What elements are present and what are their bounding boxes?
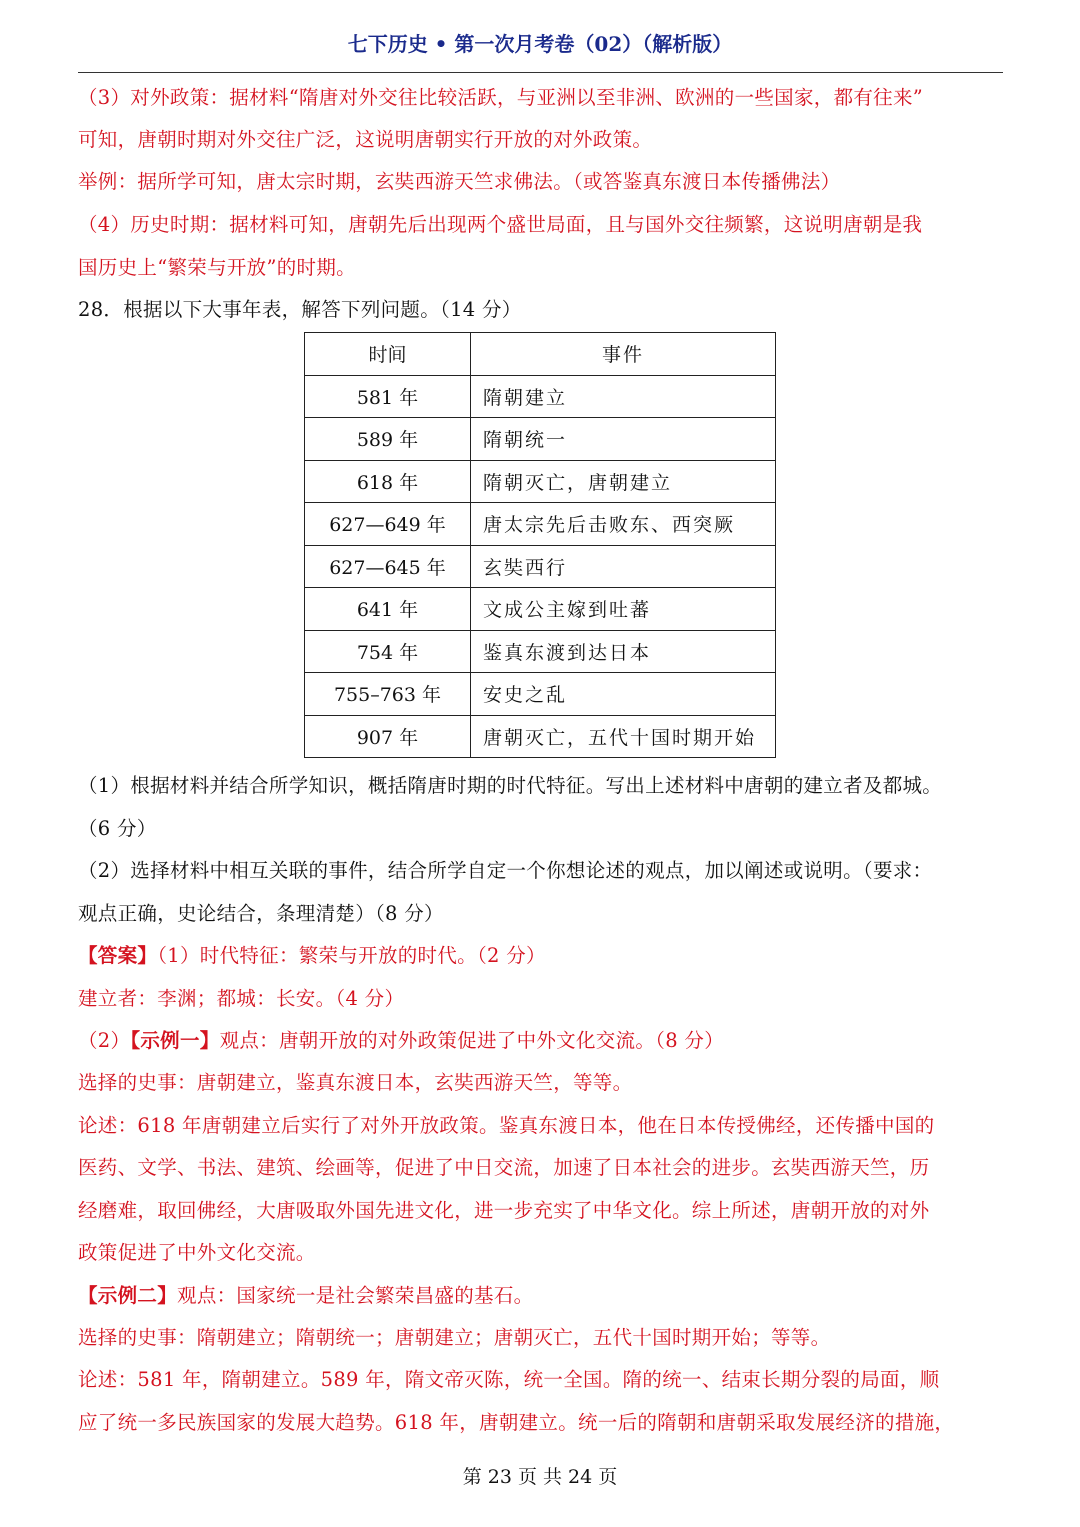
answer-line-3-1: （3）对外政策：据材料“隋唐对外交往比较活跃，与亚洲以至非洲、欧洲的一些国家，都有往来” <box>78 86 924 109</box>
sub-question-1-line2: （6 分） <box>78 817 157 840</box>
answer-line-3-2: 可知，唐朝时期对外交往广泛，这说明唐朝实行开放的对外政策。 <box>78 128 653 151</box>
table-row <box>305 545 776 588</box>
table-row <box>305 418 776 461</box>
time-cell: 627—645 年 <box>305 545 471 588</box>
event-cell: 鉴真东渡到达日本 <box>471 630 776 673</box>
page-header-title: 七下历史 • 第一次月考卷（02）（解析版） <box>347 32 733 56</box>
example-2-view: 观点：国家统一是社会繁荣昌盛的基石。 <box>177 1284 534 1307</box>
answer-line-4-1: （4）历史时期：据材料可知，唐朝先后出现两个盛世局面，且与国外交往频繁，这说明唐朝是我 <box>78 213 923 236</box>
table-row <box>305 630 776 673</box>
event-cell: 隋朝灭亡，唐朝建立 <box>471 460 776 503</box>
answer-1b-line: 建立者：李渊；都城：长安。（4 分） <box>78 987 405 1010</box>
table-header-row <box>305 333 776 376</box>
example-2-argument-line2: 应了统一多民族国家的发展大趋势。618 年，唐朝建立。统一后的隋朝和唐朝采取发展经济的措施， <box>78 1411 955 1434</box>
event-cell: 安史之乱 <box>471 673 776 716</box>
table-row <box>305 503 776 546</box>
event-cell: 文成公主嫁到吐蕃 <box>471 588 776 631</box>
time-cell: 627—649 年 <box>305 503 471 546</box>
column-header-event: 事件 <box>471 333 776 376</box>
answer-2-prefix: （2） <box>78 1029 131 1052</box>
column-header-time: 时间 <box>305 333 471 376</box>
example-1-events: 选择的史事：唐朝建立，鉴真东渡日本，玄奘西游天竺，等等。 <box>78 1071 633 1094</box>
table-row <box>305 715 776 758</box>
example-1-argument-line3: 经磨难，取回佛经，大唐吸取外国先进文化，进一步充实了中华文化。综上所述，唐朝开放的对外 <box>78 1199 930 1222</box>
example-1-label: 【示例一】 <box>130 1029 220 1052</box>
time-cell: 589 年 <box>305 418 471 461</box>
example-1-argument-line2: 医药、文学、书法、建筑、绘画等，促进了中日交流，加速了日本社会的进步。玄奘西游天竺，历 <box>78 1156 930 1179</box>
event-cell: 隋朝统一 <box>471 418 776 461</box>
example-2-argument-line1: 论述：581 年，隋朝建立。589 年，隋文帝灭陈，统一全国。隋的统一、结束长期分裂的局面，顺 <box>78 1368 940 1391</box>
time-cell: 907 年 <box>305 715 471 758</box>
table-row <box>305 375 776 418</box>
event-cell: 唐太宗先后击败东、西突厥 <box>471 503 776 546</box>
sub-question-1-line1: （1）根据材料并结合所学知识，概括隋唐时期的时代特征。写出上述材料中唐朝的建立者及都城。 <box>78 774 943 797</box>
time-cell: 618 年 <box>305 460 471 503</box>
time-cell: 754 年 <box>305 630 471 673</box>
example-2-events: 选择的史事：隋朝建立；隋朝统一；唐朝建立；唐朝灭亡，五代十国时期开始；等等。 <box>78 1326 831 1349</box>
time-cell: 755–763 年 <box>305 673 471 716</box>
table-row <box>305 460 776 503</box>
header-divider <box>78 72 1003 73</box>
answer-1-text: （1）时代特征：繁荣与开放的时代。（2 分） <box>157 944 546 967</box>
example-1-argument-line4: 政策促进了中外文化交流。 <box>78 1241 316 1264</box>
chronology-table <box>304 332 776 758</box>
event-cell: 隋朝建立 <box>471 375 776 418</box>
event-cell: 玄奘西行 <box>471 545 776 588</box>
answer-example-line: 举例：据所学可知，唐太宗时期，玄奘西游天竺求佛法。（或答鉴真东渡日本传播佛法） <box>78 170 841 193</box>
answer-line-4-2: 国历史上“繁荣与开放”的时期。 <box>78 256 356 279</box>
example-2-view-line <box>78 1282 533 1310</box>
example-1-view: 观点：唐朝开放的对外政策促进了中外文化交流。（8 分） <box>219 1029 725 1052</box>
answer-label: 【答案】 <box>78 944 158 967</box>
time-cell: 641 年 <box>305 588 471 631</box>
event-cell: 唐朝灭亡，五代十国时期开始 <box>471 715 776 758</box>
example-1-view-line <box>78 1027 724 1055</box>
question-28-stem: 28．根据以下大事年表，解答下列问题。（14 分） <box>78 298 522 321</box>
answer-1-line <box>78 942 546 970</box>
table-row <box>305 673 776 716</box>
example-1-argument-line1: 论述：618 年唐朝建立后实行了对外开放政策。鉴真东渡日本，他在日本传授佛经，还传播中国的 <box>78 1114 935 1137</box>
example-2-label: 【示例二】 <box>78 1284 178 1307</box>
page-footer: 第 23 页 共 24 页 <box>462 1466 618 1488</box>
table-row <box>305 588 776 631</box>
time-cell: 581 年 <box>305 375 471 418</box>
sub-question-2-line1: （2）选择材料中相互关联的事件，结合所学自定一个你想论述的观点，加以阐述或说明。（要求： <box>78 859 933 882</box>
sub-question-2-line2: 观点正确，史论结合，条理清楚）（8 分） <box>78 902 444 925</box>
